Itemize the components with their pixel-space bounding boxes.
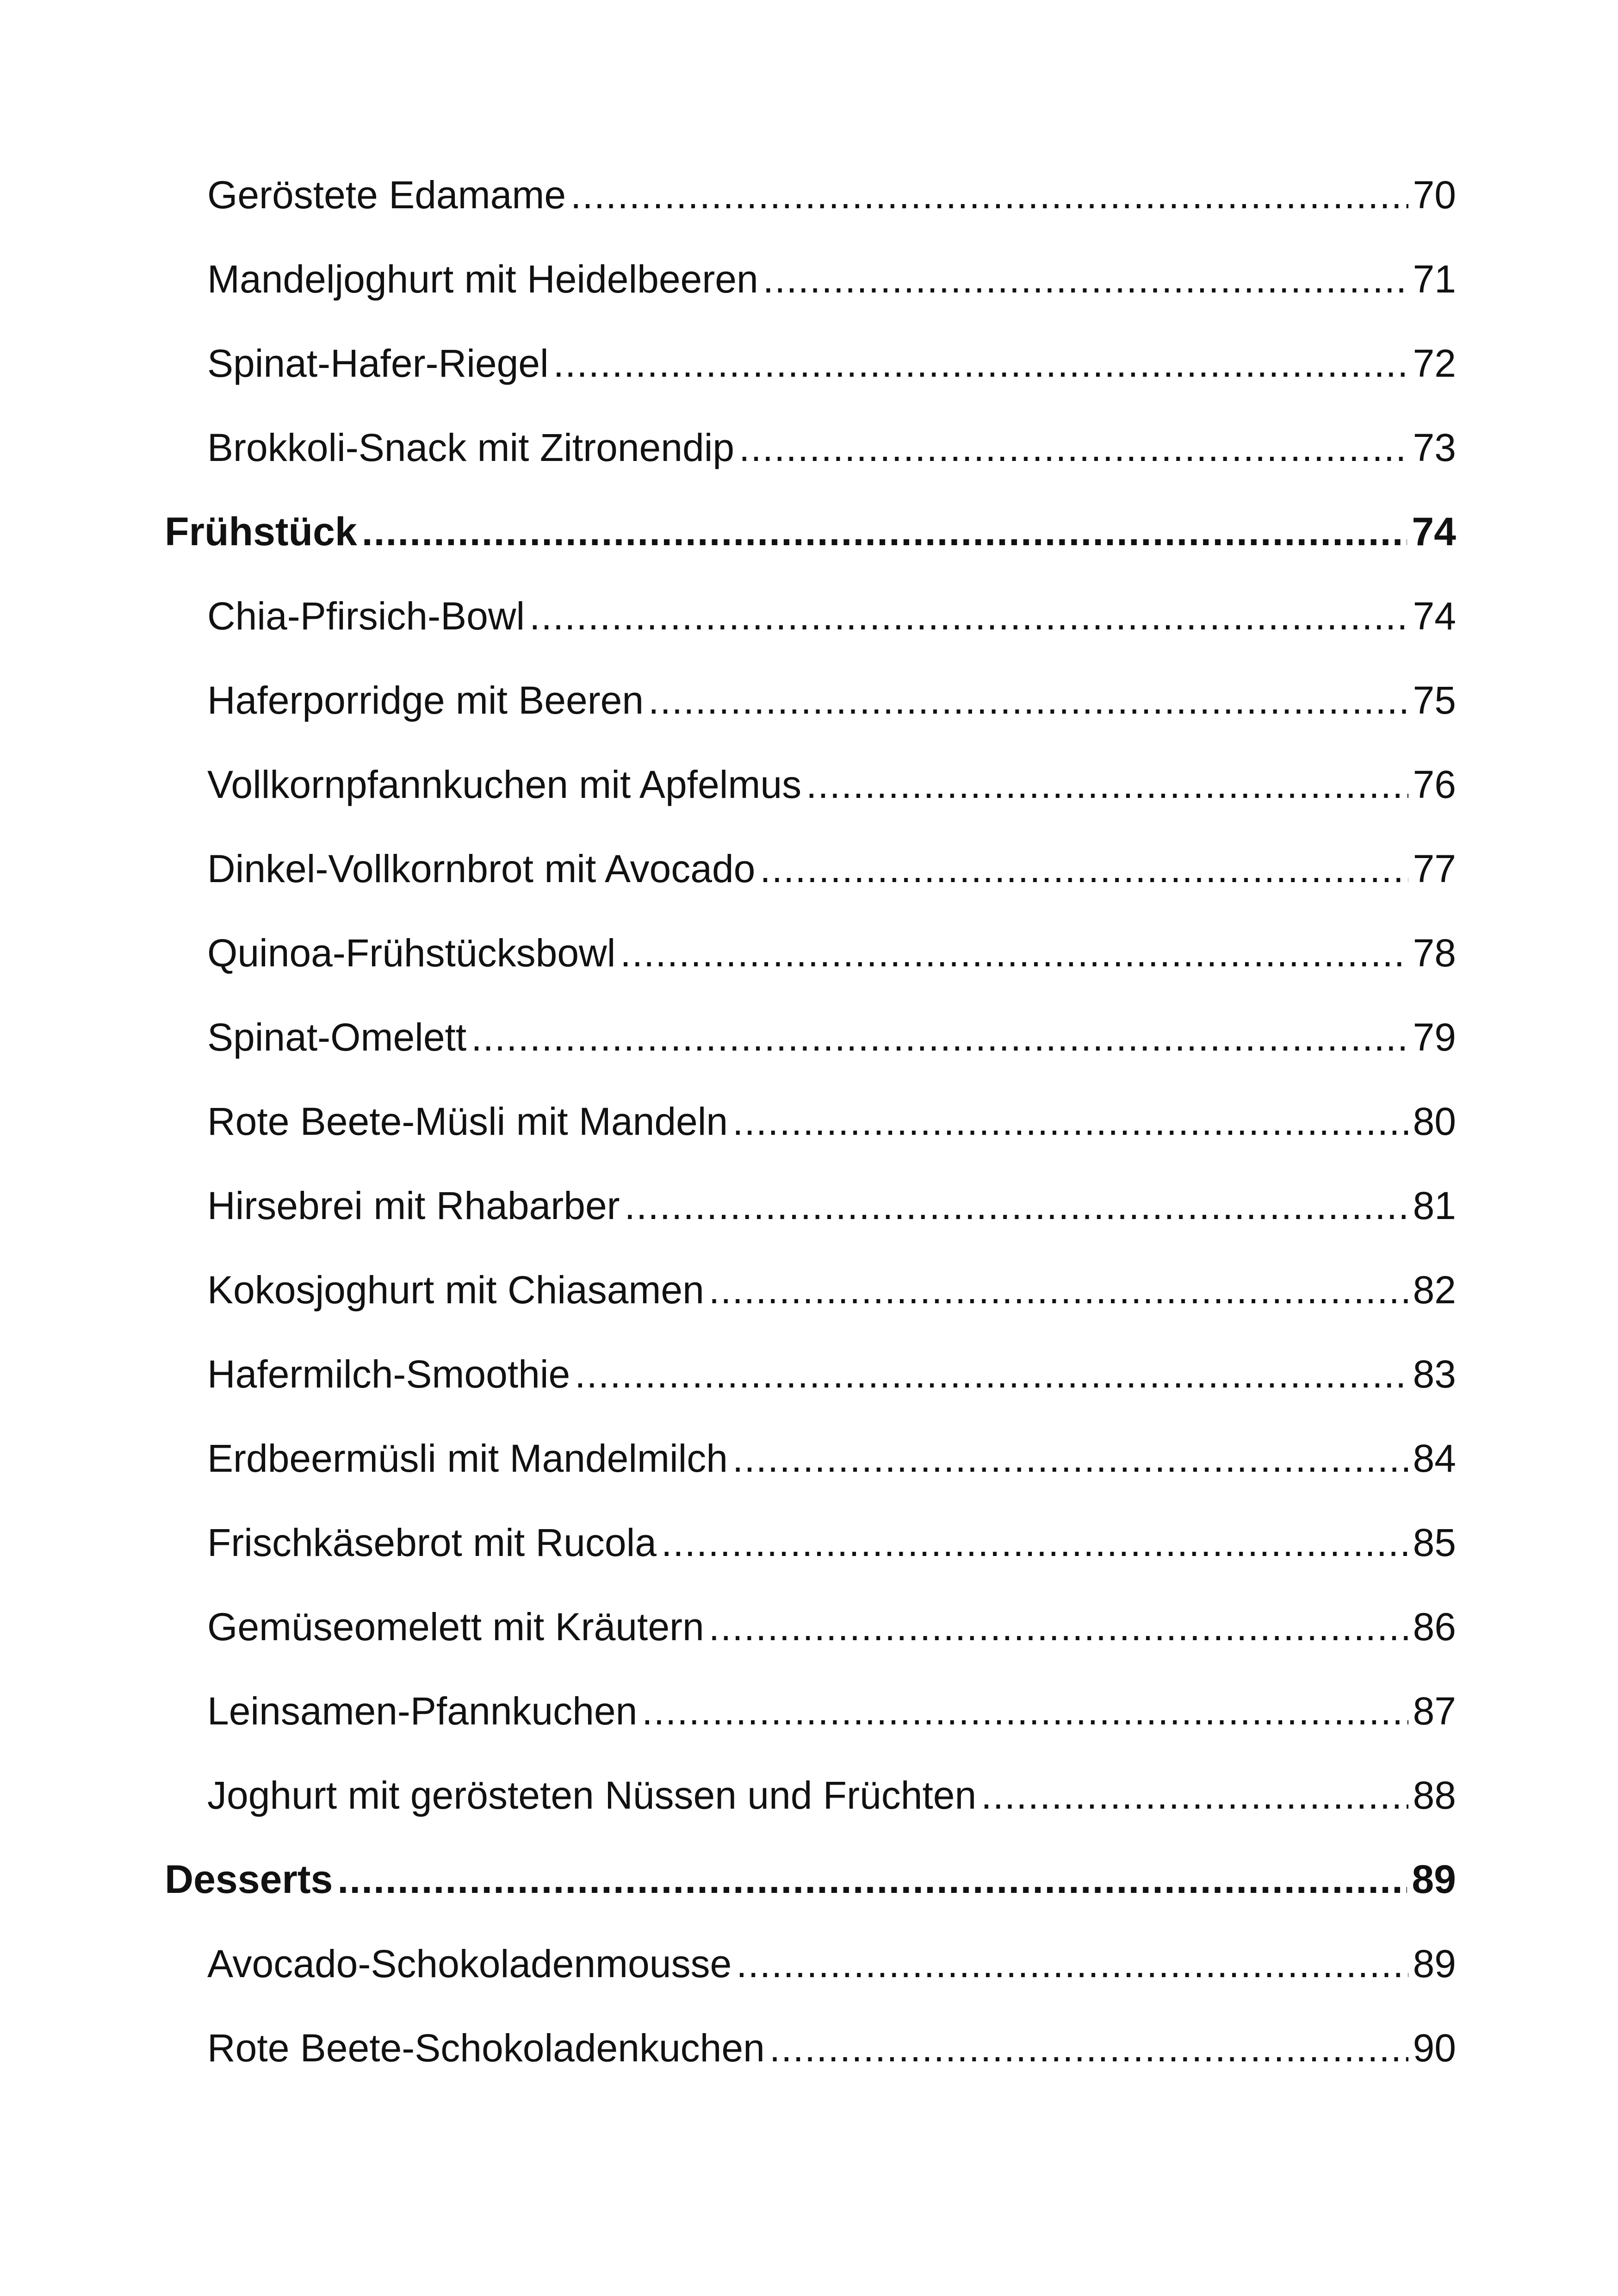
page-number: 89 [1413,1941,1456,1985]
page-number: 75 [1413,678,1456,722]
section-title: Frühstück [165,509,357,554]
entry-title: Brokkoli-Snack mit Zitronendip [207,425,735,469]
toc-entry[interactable] [0,1248,1618,1332]
toc-entry[interactable] [0,1922,1618,2006]
page-number: 90 [1413,2026,1456,2070]
dot-leader [709,1268,1408,1313]
table-of-contents [0,153,1618,2090]
toc-entry[interactable] [0,1753,1618,1837]
entry-title: Geröstete Edamame [207,173,566,217]
entry-title: Joghurt mit gerösteten Nüssen und Früchten [207,1773,977,1817]
page-number: 82 [1413,1268,1456,1312]
page-number: 74 [1412,509,1456,554]
page-number: 87 [1413,1689,1456,1733]
toc-entry[interactable] [0,742,1618,827]
entry-title: Hafermilch-Smoothie [207,1352,570,1396]
page-number: 76 [1413,762,1456,806]
dot-leader [736,1941,1408,1986]
page-number: 80 [1413,1099,1456,1143]
dot-leader [362,509,1407,555]
page-number: 83 [1413,1352,1456,1396]
toc-entry[interactable] [0,1164,1618,1248]
entry-title: Frischkäsebrot mit Rucola [207,1520,657,1564]
entry-title: Erdbeermüsli mit Mandelmilch [207,1436,728,1480]
entry-title: Spinat-Omelett [207,1015,467,1059]
entry-title: Avocado-Schokoladenmousse [207,1941,732,1985]
toc-section-heading[interactable] [0,490,1618,574]
entry-title: Rote Beete-Schokoladenkuchen [207,2026,765,2070]
page-number: 84 [1413,1436,1456,1480]
toc-entry[interactable] [0,1585,1618,1669]
toc-entry[interactable] [0,827,1618,911]
toc-entry[interactable] [0,153,1618,237]
page-number: 89 [1412,1857,1456,1902]
dot-leader [529,594,1408,639]
page-number: 74 [1413,594,1456,638]
entry-title: Haferporridge mit Beeren [207,678,644,722]
entry-title: Spinat-Hafer-Riegel [207,341,549,385]
dot-leader [570,173,1408,218]
toc-entry[interactable] [0,1500,1618,1585]
toc-entry[interactable] [0,911,1618,995]
entry-title: Rote Beete-Müsli mit Mandeln [207,1099,728,1143]
page-number: 88 [1413,1773,1456,1817]
dot-leader [732,1436,1408,1481]
toc-entry[interactable] [0,1669,1618,1753]
page-number: 70 [1413,173,1456,217]
page-number: 85 [1413,1520,1456,1564]
toc-entry[interactable] [0,237,1618,321]
dot-leader [739,425,1408,470]
entry-title: Chia-Pfirsich-Bowl [207,594,525,638]
page-number: 78 [1413,931,1456,975]
dot-leader [661,1520,1408,1565]
page-number: 72 [1413,341,1456,385]
entry-title: Vollkornpfannkuchen mit Apfelmus [207,762,802,806]
section-title: Desserts [165,1857,333,1902]
dot-leader [575,1352,1408,1397]
toc-entry[interactable] [0,321,1618,405]
toc-entry[interactable] [0,1416,1618,1500]
dot-leader [709,1605,1408,1649]
dot-leader [337,1857,1407,1903]
dot-leader [553,341,1408,386]
dot-leader [620,931,1408,976]
toc-entry[interactable] [0,2006,1618,2090]
dot-leader [763,257,1408,302]
page-number: 77 [1413,846,1456,890]
dot-leader [769,2026,1408,2071]
entry-title: Gemüseomelett mit Kräutern [207,1605,704,1649]
entry-title: Dinkel-Vollkornbrot mit Avocado [207,846,756,890]
page-number: 79 [1413,1015,1456,1059]
dot-leader [625,1183,1408,1228]
toc-entry[interactable] [0,405,1618,490]
dot-leader [760,846,1408,891]
dot-leader [471,1015,1408,1060]
toc-section-heading[interactable] [0,1837,1618,1922]
entry-title: Kokosjoghurt mit Chiasamen [207,1268,704,1312]
entry-title: Mandeljoghurt mit Heidelbeeren [207,257,758,301]
entry-title: Hirsebrei mit Rhabarber [207,1183,620,1227]
page-number: 86 [1413,1605,1456,1649]
page-number: 73 [1413,425,1456,469]
entry-title: Leinsamen-Pfannkuchen [207,1689,638,1733]
dot-leader [642,1689,1408,1734]
dot-leader [981,1773,1408,1818]
toc-entry[interactable] [0,574,1618,658]
toc-entry[interactable] [0,1332,1618,1416]
dot-leader [732,1099,1408,1144]
entry-title: Quinoa-Frühstücksbowl [207,931,616,975]
dot-leader [648,678,1408,723]
page-number: 71 [1413,257,1456,301]
dot-leader [806,762,1408,807]
toc-entry[interactable] [0,995,1618,1079]
toc-entry[interactable] [0,1079,1618,1164]
toc-entry[interactable] [0,658,1618,742]
page-number: 81 [1413,1183,1456,1227]
